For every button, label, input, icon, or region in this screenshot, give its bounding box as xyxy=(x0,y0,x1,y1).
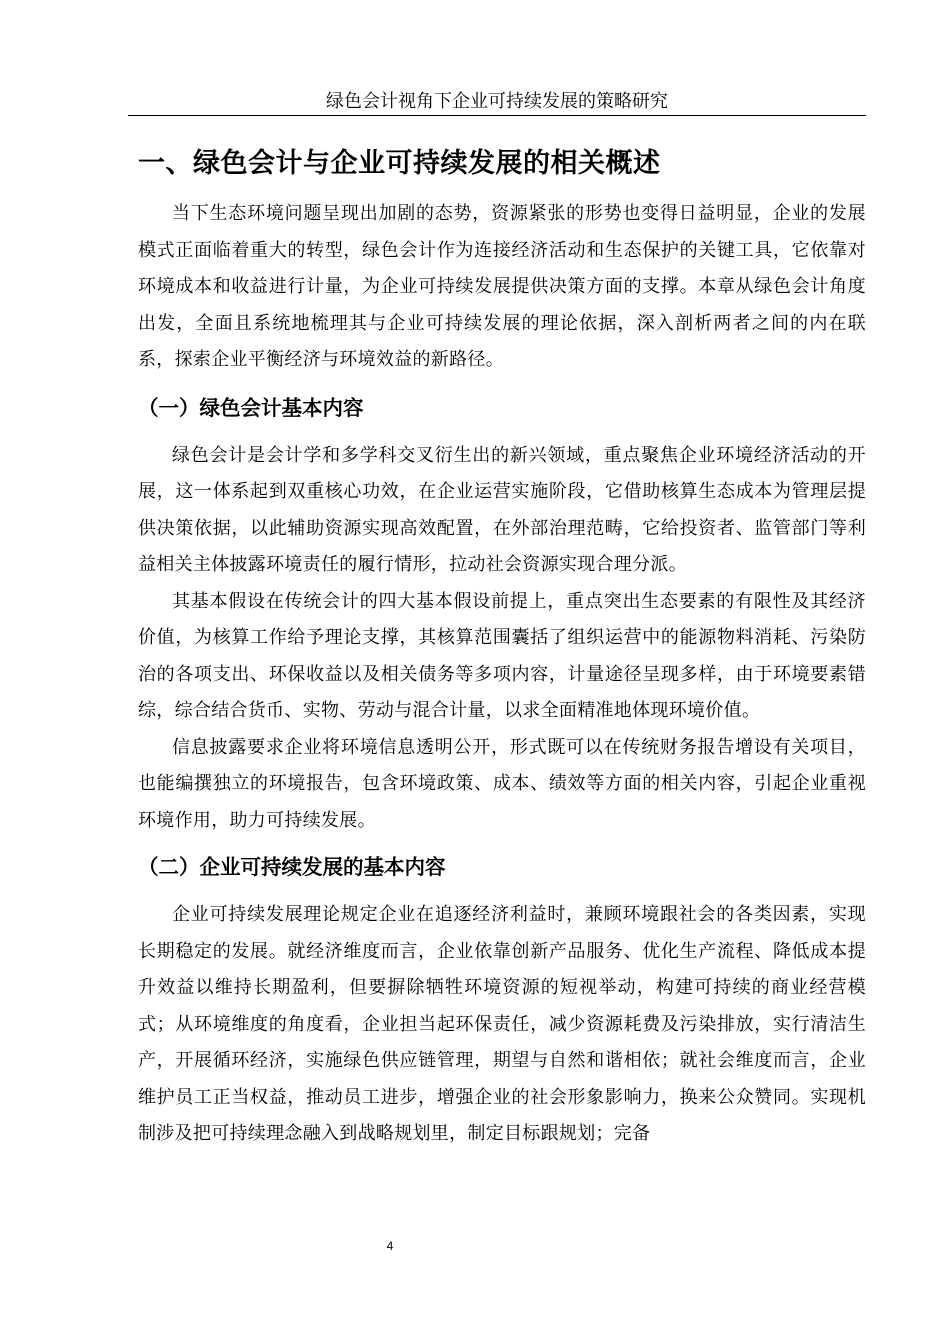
section1-paragraph-1: 绿色会计是会计学和多学科交叉衍生出的新兴领域，重点聚焦企业环境经济活动的开展，这一体系起到双重核心功效，在企业运营实施阶段，它借助核算生态成本为管理层提供决策依据，以此辅助资源实现高效配置，在外部治理范畴，它给投资者、监管部门等利益相关主体披露环境责任的履行情形，拉动社会资源实现合理分派。 xyxy=(138,444,866,575)
chapter-intro-paragraph: 当下生态环境问题呈现出加剧的态势，资源紧张的形势也变得日益明显，企业的发展模式正面临着重大的转型，绿色会计作为连接经济活动和生态保护的关键工具，它依靠对环境成本和收益进行计量，为企业可持续发展提供决策方面的支撑。本章从绿色会计角度出发，全面且系统地梳理其与企业可持续发展的理论依据，深入剖析两者之间的内在联系，探索企业平衡经济与环境效益的新路径。 xyxy=(138,203,866,370)
header-rule xyxy=(128,115,866,116)
section2-paragraph-1: 企业可持续发展理论规定企业在追逐经济利益时，兼顾环境跟社会的各类因素，实现长期稳定的发展。就经济维度而言，企业依靠创新产品服务、优化生产流程、降低成本提升效益以维持长期盈利，但要摒除牺牲环境资源的短视举动，构建可持续的商业经营模式；从环境维度的角度看，企业担当起环保责任，减少资源耗费及污染排放，实行清洁生产，开展循环经济，实施绿色供应链管理，期望与自然和谐相依；就社会维度而言，企业维护员工正当权益，推动员工进步，增强企业的社会形象影响力，换来公众赞同。实现机制涉及把可持续理念融入到战略规划里，制定目标跟规划；完备 xyxy=(138,904,866,1144)
chapter-title: 一、绿色会计与企业可持续发展的相关概述 xyxy=(138,148,661,179)
page-content xyxy=(138,138,866,1153)
section1-paragraph-3: 信息披露要求企业将环境信息透明公开，形式既可以在传统财务报告增设有关项目，也能编撰独立的环境报告，包含环境政策、成本、绩效等方面的相关内容，引起企业重视环境作用，助力可持续发展。 xyxy=(138,736,866,831)
section-title-green-accounting: （一）绿色会计基本内容 xyxy=(138,395,364,420)
section1-paragraph-2: 其基本假设在传统会计的四大基本假设前提上，重点突出生态要素的有限性及其经济价值，为核算工作给予理论支撑，其核算范围囊括了组织运营中的能源物料消耗、污染防治的各项支出、环保收益以及相关债务等多项内容，计量途径呈现多样，由于环境要素错综，综合结合货币、实物、劳动与混合计量，以求全面精准地体现环境价值。 xyxy=(138,590,866,721)
page-number: 4 xyxy=(386,1239,394,1253)
section-title-sustainable-development: （二）企业可持续发展的基本内容 xyxy=(138,855,446,879)
running-header: 绿色会计视角下企业可持续发展的策略研究 xyxy=(326,91,668,112)
